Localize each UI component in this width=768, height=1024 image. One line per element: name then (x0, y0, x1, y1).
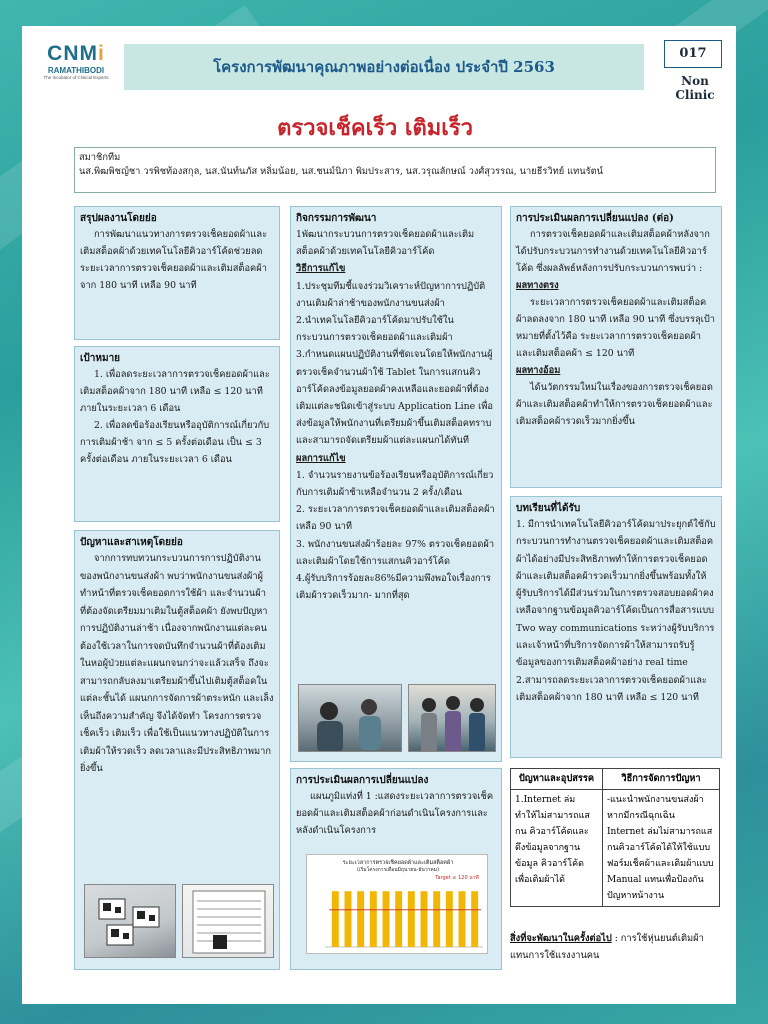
evaluation-cont-intro: การตรวจเช็คยอดผ้าและเติมสต็อคผ้าหลังจากได้ปรับกระบวนการทำงานด้วยเทคโนโลยีคิวอาร์โค้ด ซึ่งผลลัพธ์หลังการปรับกระบวนการพบว่า : (516, 229, 710, 274)
obstacles-table (510, 768, 720, 907)
stock-sheet-photo (182, 884, 274, 958)
evaluation-cont-panel (510, 206, 722, 488)
team-members: นส.พิฒพิชญ์ชา วรพิชท้องสกุล, นส.นันท์นภัส หลิ่มน้อย, นส.ชนม์นิภา พิมประสาร, นส.วรุณลักษณ์ วงศ์สุวรรณ, นายธีรวิทย์ แทนรัตน์ (79, 166, 603, 177)
chart-bar (370, 891, 377, 947)
next-step-body: : การใช้หุ่นยนต์เติมผ้าแทนการใช้แรงงานคน (510, 933, 704, 961)
cnmi-logo (38, 30, 114, 96)
lesson-1: 1. มีการนำเทคโนโลยีคิวอาร์โค้ดมาประยุกต์ใช้กับกระบวนการทำงานตรวจเช็คยอดผ้าและเติมสต็อคผ้าได้อย่างมีประสิทธิภาพทำให้การตรวจเช็คยอดผ้าและเติมสต็อคผ้ารวดเร็วมากยิ่งขึ้นพร้อมทั้งให้ผู้รับบริการได้มีส่วนร่วมในการตรวจสอบยอดผ้าคงเหลือจากฐานข้อมูลคิวอาร์โค้ดเป็นการสื่อสารแบบ Two way communications ระหว่างผู้รับบริการและเจ้าหน้าที่บริการจัดการผ้าให้สามารถรับรู้ข้อมูลของการเติมสต็อคผ้าอย่าง real time (516, 519, 716, 669)
chart-bar (408, 891, 415, 947)
chart-bar (433, 891, 440, 947)
evaluation-body: แผนภูมิแท่งที่ 1 :แสดงระยะเวลาการตรวจเช็คยอดผ้าและเติมสต็อคผ้าก่อนดำเนินโครงการและหลังดำเนินโครงการ (296, 791, 494, 836)
table-row (511, 790, 720, 907)
table-cell-problem: 1.Internet ล่ม ทำให้ไม่สามารถแสกน คิวอาร์โค้ดและดึงข้อมูลจากฐานข้อมูล คิวอาร์โค้ด เพื่อเติมผ้าได้ (511, 790, 603, 907)
qr-code-icon (85, 885, 176, 958)
summary-body: การพัฒนาแนวทางการตรวจเช็คยอดผ้าและเติมสต็อคผ้าด้วยเทคโนโลยีคิวอาร์โค้ดช่วยลดระยะเวลาการตรวจเช็คยอดผ้าและเติมสต็อคผ้าจาก 180 นาที เหลือ 90 นาที (80, 229, 268, 291)
method-step-1: 1.ประชุมทีมชี้แจงร่วมวิเคราะห์ปัญหาการปฏิบัติงานเติมผ้าล่าช้าของพนักงานขนส่งผ้า (296, 280, 486, 309)
lessons-panel (510, 496, 722, 758)
result-4: 4.ผู้รับบริการร้อยละ86%มีความพึงพอใจเรื่องการเติมผ้ารวดเร็วมาก- มากที่สุด (296, 573, 491, 602)
activity-panel (290, 206, 502, 762)
activity-intro: 1พัฒนากระบวนการตรวจเช็คยอดผ้าและเติมสต็อคผ้าด้วยเทคโนโลยีคิวอาร์โค้ด (296, 229, 475, 258)
chart-bar (459, 891, 466, 947)
evaluation-cont-heading: การประเมินผลการเปลี่ยนแปลง (ต่อ) (516, 213, 674, 224)
people-icon (299, 685, 402, 752)
chart-bars (332, 891, 478, 947)
lessons-heading: บทเรียนที่ได้รับ (516, 503, 581, 514)
problem-body: จากการทบทวนกระบวนการการปฏิบัติงานของพนักงานขนส่งผ้า พบว่าพนักงานขนส่งผ้าผู้ทำหน้าที่ตรวจเช็คยอดการใช้ผ้า และจำนวนผ้า ที่ต้องจัดเตรียมมาเติมในตู้สต็อคผ้า ยังพบปัญหาการปฏิบัติงานล่าช้า เนื่องจากพนักงานแต่ละคนต้องใช้เวลาในการจดบันทึกจำนวนผ้าที่ต้องเติมในหอผู้ป่วยแต่ละแผนกจนกว่าจะแล้วเสร็จ ถึงจะสามารถกลับลงมาเตรียมผ้าขึ้นไปเติมตู้สต็อคในแต่ละชั้นได้ แผนกการจัดการผ้าตระหนัก และเล็งเห็นถึงความสำคัญ จึงได้จัดทำ โครงการตรวจเช็คเร็ว เติมเร็ว เพื่อใช้เป็นแนวทางปฏิบัติในการเติมผ้าให้รวดเร็ว ลดเวลาและมีประสิทธิภาพมากยิ่งขึ้น (80, 553, 274, 774)
qr-labels-photo (84, 884, 176, 958)
chart-target-label: Target ≤ 120 นาที (435, 875, 479, 881)
table-header-problem: ปัญหาและอุปสรรค (511, 769, 603, 790)
table-header-solution: วิธีการจัดการปัญหา (603, 769, 720, 790)
goal-panel (74, 346, 280, 522)
team-label: สมาชิกทีม (79, 152, 121, 163)
chart-bar (357, 891, 364, 947)
chart-title: ระยะเวลาการตรวจเช็คยอดผ้าและเติมสต็อคผ้า (342, 860, 454, 866)
poster-code: 017 (664, 40, 722, 68)
summary-panel (74, 206, 280, 340)
goal-item-1: 1. เพื่อลดระยะเวลาการตรวจเช็คยอดผ้าและเติมสต็อคผ้าจาก 180 นาที เหลือ ≤ 120 นาที ภายในระยะเวลา 6 เดือน (80, 369, 270, 414)
table-header-row (511, 769, 720, 790)
chart-svg (307, 855, 489, 955)
method-step-3: 3.กำหนดแผนปฏิบัติงานที่ชัดเจนโดยให้พนักงานผู้ตรวจเช็คจำนวนผ้าใช้ Tablet ในการแสกนคิวอาร์โค้ดลงข้อมูลยอดผ้าคงเหลือและยอดผ้าที่ต้องเติมแต่ละชนิดเข้าสู่ระบบ Application Line เพื่อส่งข้อมูลให้พนักงานที่เตรียมผ้าขึ้นเติมสต็อคทราบและสามารถจัดเตรียมผ้าแต่ละแผนกได้ทันที (296, 349, 493, 447)
bar-chart (306, 854, 488, 954)
team-box (74, 147, 716, 193)
next-step (510, 930, 722, 964)
next-step-label: สิ่งที่จะพัฒนาในครั้งต่อไป (510, 933, 612, 944)
goal-heading: เป้าหมาย (80, 353, 121, 364)
header-title: โครงการพัฒนาคุณภาพอย่างต่อเนื่อง ประจำปี 2563 (124, 44, 644, 90)
logo-text: CNMi (47, 42, 105, 65)
staff-scanning-photo (298, 684, 402, 752)
chart-bar (383, 891, 390, 947)
method-label: วิธีการแก้ไข (296, 263, 346, 275)
team-people-icon (409, 685, 496, 752)
indirect-label: ผลทางอ้อม (516, 365, 561, 376)
result-1: 1. จำนวนรายงานข้อร้องเรียนหรืออุบัติการณ์เกี่ยวกับการเติมผ้าช้าเหลือจำนวน 2 ครั้ง/เดือน (296, 469, 494, 499)
table-cell-solution: -แนะนำพนักงานขนส่งผ้าหากมีกรณีฉุกเฉิน Internet ล่มไม่สามารถแสกนคิวอาร์โค้ดได้ให้ใช้แบบฟอร์มเช็คผ้าและเติมผ้าแบบ Manual แทนเพื่อป้องกันปัญหาหน้างาน (603, 790, 720, 907)
chart-bar (332, 891, 339, 947)
logo-tag: The Incubator of Clinical Experts (43, 75, 109, 80)
chart-bar (471, 891, 478, 947)
problem-heading: ปัญหาและสาเหตุโดยย่อ (80, 537, 183, 548)
chart-bar (395, 891, 402, 947)
indirect-body: ได้นวัตกรรมใหม่ในเรื่องของการตรวจเช็คยอดผ้าและเติมสต็อคผ้าทำให้การตรวจเช็คยอดผ้าและเติมสต็อคผ้ารวดเร็วมากยิ่งขึ้น (516, 382, 713, 427)
page-title: ตรวจเช็คเร็ว เติมเร็ว (277, 115, 473, 141)
lesson-2: 2.สามารถลดระยะเวลาการตรวจเช็คยอดผ้าและเติมสต็อคผ้าจาก 180 นาที เหลือ ≤ 120 นาที (516, 674, 707, 703)
evaluation-heading: การประเมินผลการเปลี่ยนแปลง (296, 775, 429, 786)
summary-heading: สรุปผลงานโดยย่อ (80, 213, 157, 224)
logo-sub: RAMATHIBODI (47, 66, 105, 75)
document-icon (183, 885, 274, 958)
direct-label: ผลทางตรง (516, 280, 559, 291)
chart-bar (446, 891, 453, 947)
chart-bar (345, 891, 352, 947)
result-2: 2. ระยะเวลาการตรวจเช็คยอดผ้าและเติมสต็อคผ้าเหลือ 90 นาที (296, 504, 495, 533)
activity-heading: กิจกรรมการพัฒนา (296, 213, 377, 224)
chart-subtitle: (เริ่มโครงการเดือนมิถุนายน-ธันวาคม) (356, 867, 440, 873)
result-label: ผลการแก้ไข (296, 452, 346, 464)
team-photo (408, 684, 496, 752)
goal-item-2: 2. เพื่อลดข้อร้องเรียนหรืออุบัติการณ์เกี่ยวกับการเติมผ้าช้า จาก ≤ 5 ครั้งต่อเดือน เป็น ≤ 3 ครั้งต่อเดือน ภายในระยะเวลา 6 เดือน (80, 420, 270, 465)
chart-bar (421, 891, 428, 947)
poster-category: Non Clinic (675, 74, 715, 102)
direct-body: ระยะเวลาการตรวจเช็คยอดผ้าและเติมสต็อคผ้าลดลงจาก 180 นาที เหลือ 90 นาที ซึ่งบรรลุเป้าหมายที่ตั้งไว้คือ ระยะเวลาการตรวจเช็คยอดผ้าและเติมสต็อคผ้า ≤ 120 นาที (516, 297, 715, 359)
method-step-2: 2.นำเทคโนโลยีคิวอาร์โค้ดมาปรับใช้ในกระบวนการตรวจเช็คยอดผ้าและเติมผ้า (296, 315, 454, 344)
result-3: 3. พนักงานขนส่งผ้าร้อยละ 97% ตรวจเช็คยอดผ้าและเติมผ้าโดยใช้การแสกนคิวอาร์โค้ด (296, 538, 495, 567)
